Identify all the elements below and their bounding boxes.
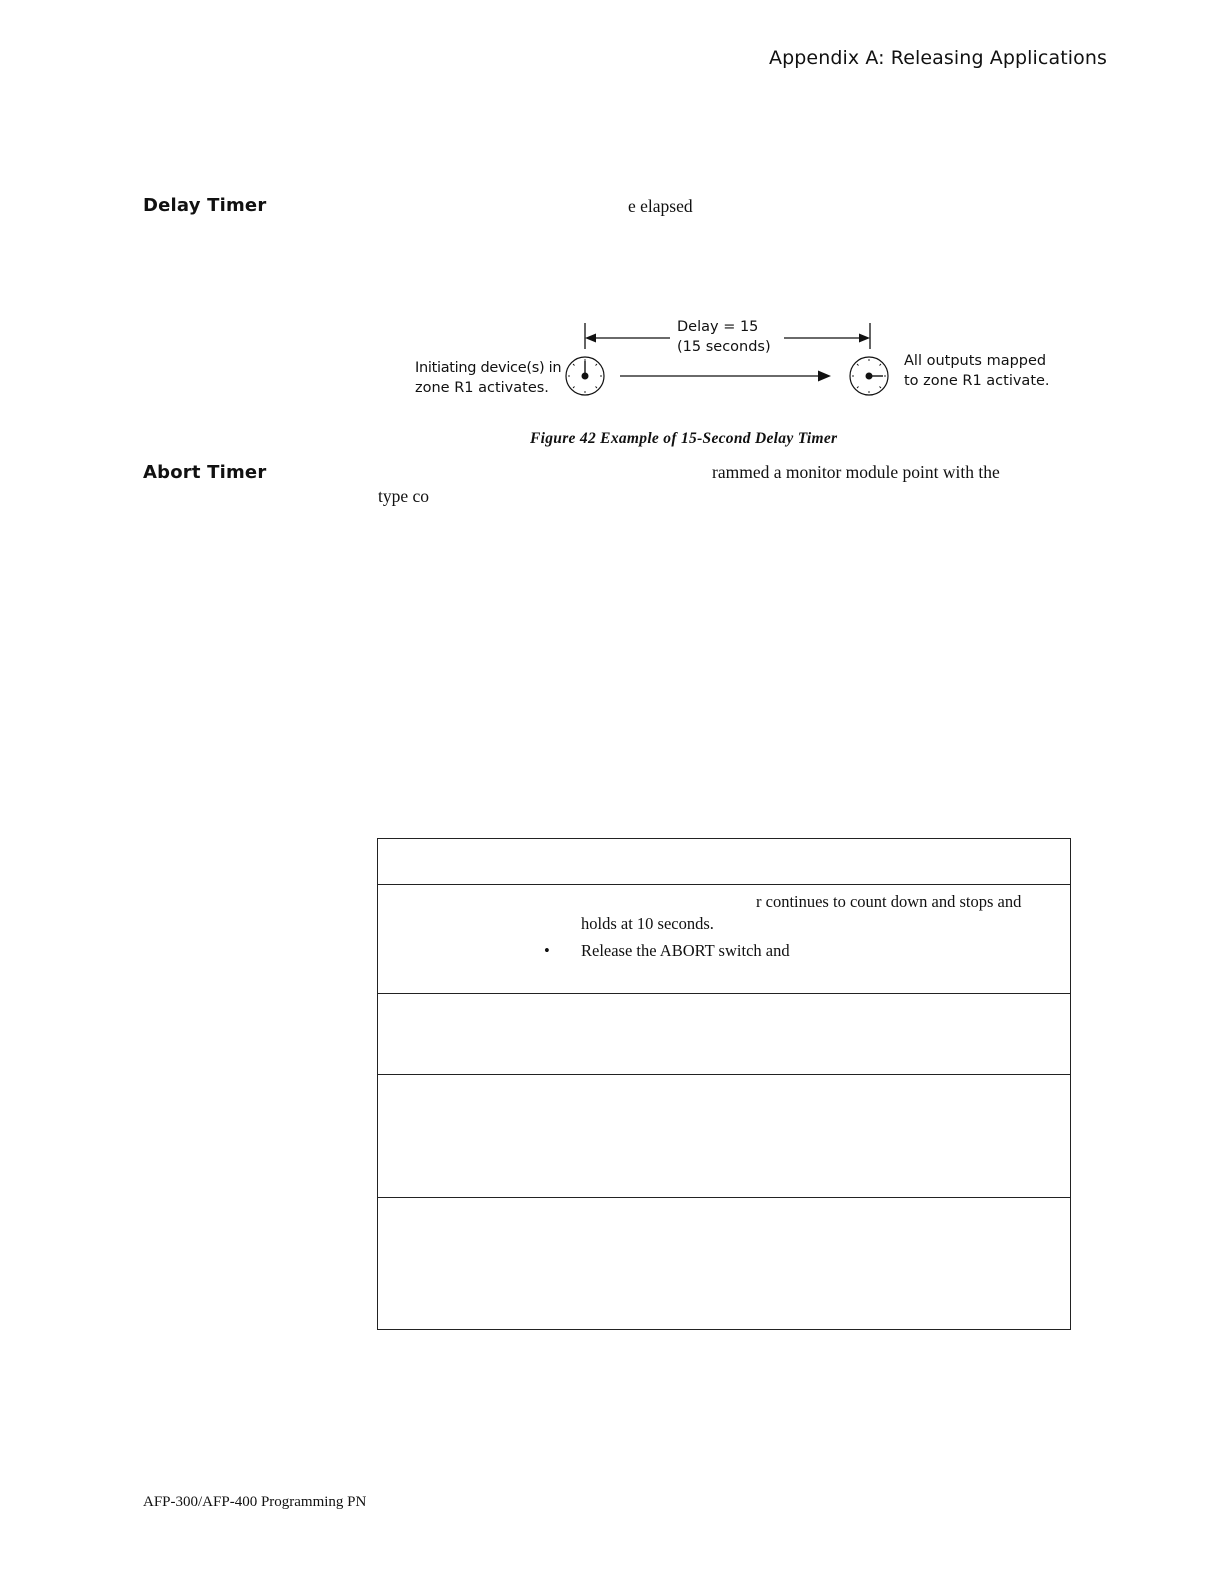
delay-timer-heading: Delay Timer [143, 195, 267, 216]
outputs-activate-label: to zone R1 activate. [904, 373, 1050, 389]
initiating-device-label: Initiating device(s) in [415, 360, 562, 376]
figure-caption: Figure 42 Example of 15-Second Delay Timer [530, 430, 838, 447]
bullet-glyph: • [544, 941, 550, 960]
delay-timer-diagram [400, 315, 1060, 415]
timer-dial-icon [850, 357, 888, 395]
table-row [378, 1075, 1070, 1198]
abort-timer-heading: Abort Timer [143, 462, 267, 483]
delay-timer-body: e elapsed [628, 196, 693, 216]
table-row [378, 994, 1070, 1075]
timer-dial-icon [566, 357, 604, 395]
table-row [378, 1198, 1070, 1329]
outputs-mapped-label: All outputs mapped [904, 353, 1047, 369]
delay-seconds-label: (15 seconds) [677, 339, 771, 355]
table-cell-text: r continues to count down and stops and [756, 892, 1022, 911]
activation-arrowhead [818, 371, 831, 382]
abort-timer-body-line-2: type co [378, 486, 430, 506]
initiating-zone-label: zone R1 activates. [415, 380, 549, 396]
delay-left-arrowhead [585, 334, 596, 343]
page-footer: AFP-300/AFP-400 Programming PN [143, 1494, 367, 1510]
abort-timer-body-line-1: rammed a monitor module point with the [712, 462, 1000, 482]
delay-right-arrowhead [859, 334, 870, 343]
abort-switch-table [377, 838, 1071, 1330]
table-cell-text: Release the ABORT switch and [581, 941, 790, 960]
table-cell-text: holds at 10 seconds. [581, 914, 714, 933]
running-header: Appendix A: Releasing Applications [769, 47, 1108, 69]
table-row [378, 839, 1070, 885]
delay-value-label: Delay = 15 [677, 319, 759, 335]
table-row [378, 885, 1070, 994]
